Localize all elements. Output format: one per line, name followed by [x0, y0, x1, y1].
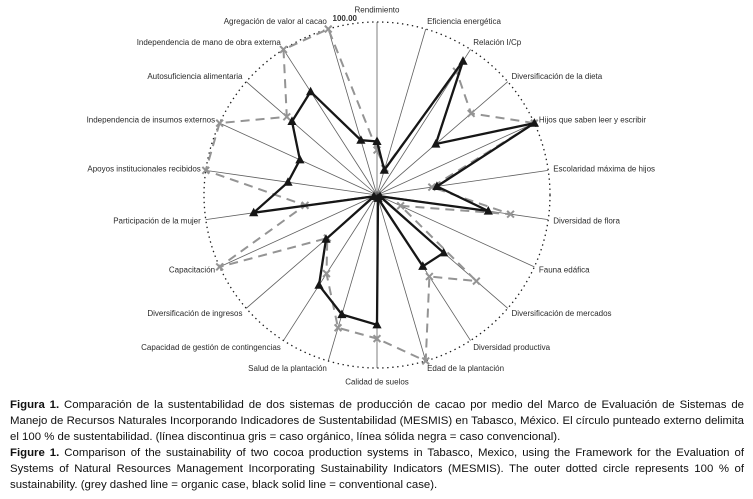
- caption-en-label: Figure 1.: [10, 446, 60, 459]
- axis-label: Edad de la plantación: [427, 364, 505, 374]
- axis-spoke: [377, 82, 508, 195]
- caption-en: [10, 446, 744, 494]
- axis-label: Salud de la plantación: [248, 364, 327, 374]
- series-organic: [202, 26, 537, 365]
- axis-label: Diversidad productiva: [473, 342, 551, 352]
- axis-label: Escolaridad máxima de hijos: [553, 164, 656, 174]
- axis-label: Independencia de mano de obra externa: [136, 38, 281, 48]
- caption-es-label: Figura 1.: [10, 399, 60, 411]
- axis-label: Calidad de suelos: [345, 377, 409, 387]
- axis-label: Apoyos institucionales recibidos: [87, 164, 201, 174]
- axis-label: Capacitación: [168, 265, 216, 275]
- marker-triangle: [314, 280, 323, 289]
- marker-triangle: [295, 155, 304, 164]
- axis-label: Diversidad de flora: [553, 216, 620, 226]
- axis-max-tick-label: 100.00: [332, 14, 357, 23]
- axis-spoke: [283, 195, 377, 341]
- axis-label: Diversificación de mercados: [511, 309, 612, 318]
- marker-triangle: [306, 87, 315, 96]
- axis-label: Relación I/Cp: [473, 38, 522, 48]
- axis-label: Participación de la mujer: [113, 216, 201, 226]
- axis-label: Fauna edáfica: [538, 265, 590, 275]
- figure-caption: [10, 398, 744, 493]
- axis-label: Hijos que saben leer y escribir: [538, 115, 647, 125]
- caption-es: [10, 398, 744, 446]
- axis-label: Independencia de insumos externos: [86, 115, 216, 125]
- axis-spoke: [377, 170, 548, 195]
- marker-triangle: [458, 56, 467, 65]
- caption-es-text: Comparación de la sustentabilidad de dos sistemas de producción de cacao por medio del Marco de Evaluación de Sistemas de Manejo de Recursos Naturales Incorporando Indicadores de Sustentabilidad (MESMIS) en Tabasco, México. El círculo punteado externo delimita el 100 % de sustentabilidad. (línea discontinua gris = caso orgánico, línea sólida negra = caso convencional).: [10, 399, 744, 443]
- axis-label: Diversificación de la dieta: [511, 72, 603, 81]
- axis-label: Agregación de valor al cacao: [223, 16, 327, 26]
- axis-spoke: [377, 195, 426, 361]
- axis-label: Diversificación de ingresos: [147, 309, 243, 318]
- caption-en-text: Comparison of the sustainability of two cocoa production systems in Tabasco, Mexico, using the Framework for the Evaluation of Systems of Natural Resources Management Incorporating Sustainability Indicators (MESMIS). The outer dotted circle represents 100 % of sustainability. (grey dashed line = organic case, black solid line = conventional case).: [10, 446, 744, 491]
- axis-label: Rendimiento: [354, 5, 400, 15]
- axis-spoke: [283, 49, 377, 195]
- axis-label: Eficiencia energética: [427, 16, 501, 26]
- axis-label: Autosuficiencia alimentaria: [147, 72, 243, 81]
- axis-spoke: [328, 29, 377, 195]
- axis-label: Capacidad de gestión de contingencias: [141, 342, 281, 352]
- axis-spoke: [377, 123, 534, 195]
- series-line: [206, 29, 535, 361]
